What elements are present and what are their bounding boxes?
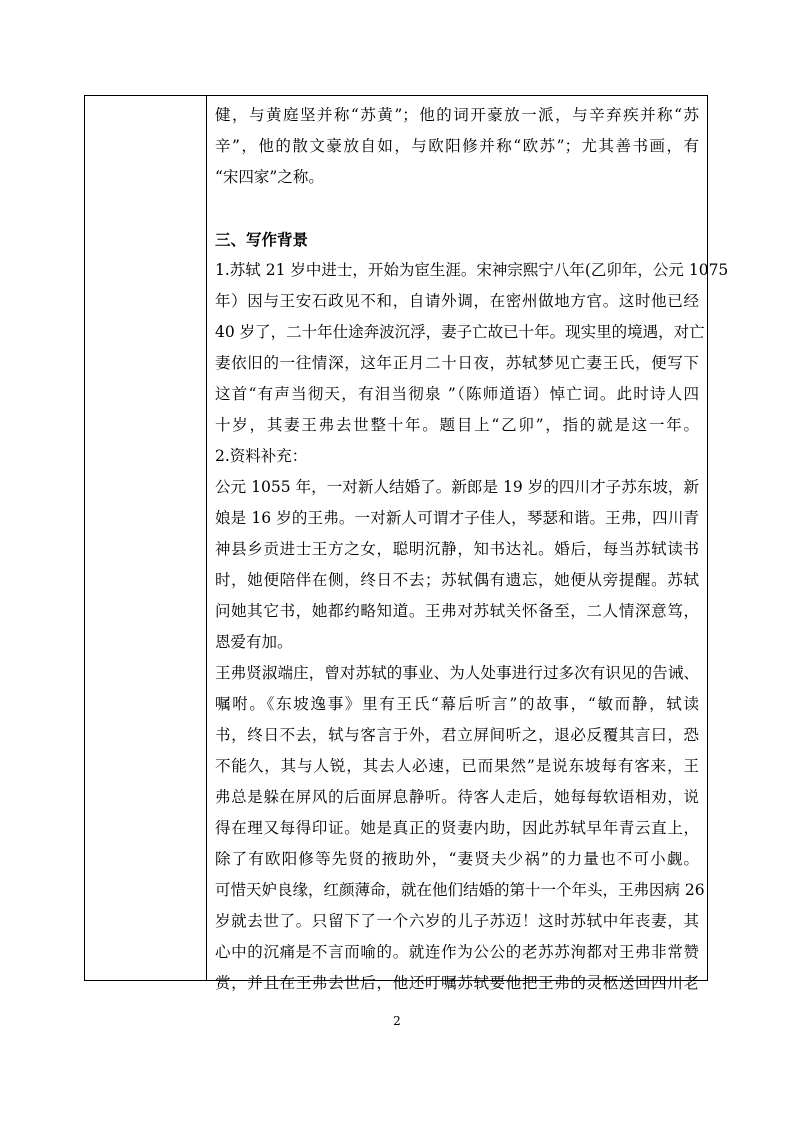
text-line: 时，她便陪伴在侧，终日不去；苏轼偶有遗忘，她便从旁提醒。苏轼 xyxy=(215,571,699,589)
text-line: 书，终日不去，轼与客言于外，君立屏间听之，退必反覆其言曰，恐 xyxy=(215,726,699,744)
text-line: “宋四家”之称。 xyxy=(215,168,324,186)
text-line: 王弗贤淑端庄，曾对苏轼的事业、为人处事进行过多次有识见的告诫、 xyxy=(215,664,699,682)
text-line: 1.苏轼 21 岁中进士，开始为宦生涯。宋神宗熙宁八年(乙卯年，公元 1075 xyxy=(215,261,729,279)
left-column-cell xyxy=(85,96,207,980)
text-line: 得在理又每得印证。她是真正的贤妻内助，因此苏轼早年青云直上， xyxy=(215,819,699,837)
text-cell xyxy=(215,100,729,999)
page-number: 2 xyxy=(393,1014,401,1028)
text-line: 不能久，其与人锐，其去人必速，已而果然”是说东坡每有客来，王 xyxy=(215,757,699,775)
text-line: 除了有欧阳修等先贤的掖助外，“妻贤夫少祸”的力量也不可小觑。 xyxy=(215,850,699,868)
text-line: 年）因与王安石政见不和，自请外调，在密州做地方官。这时他已经 xyxy=(215,292,699,310)
text-line: 问她其它书，她都约略知道。王弗对苏轼关怀备至，二人情深意笃， xyxy=(215,602,699,620)
text-line: 这首“有声当彻天，有泪当彻泉 ”（陈师道语）悼亡词。此时诗人四 xyxy=(215,385,699,403)
subsection-label: 2.资料补充： xyxy=(215,447,308,465)
section-heading: 三、写作背景 xyxy=(215,230,309,249)
text-line: 十岁，其妻王弗去世整十年。题目上“乙卯”，指的就是这一年。 xyxy=(215,416,699,434)
text-line: 40 岁了，二十年仕途奔波沉浮，妻子亡故已十年。现实里的境遇，对亡 xyxy=(215,323,705,341)
text-line: 嘱咐。《东坡逸事》里有王氏“幕后听言”的故事，“敏而静，轼读 xyxy=(215,695,699,713)
blank-line xyxy=(215,193,699,224)
text-line: 弗总是躲在屏风的后面屏息静听。待客人走后，她每每软语相劝，说 xyxy=(215,788,699,806)
text-line: 娘是 16 岁的王弗。一对新人可谓才子佳人，琴瑟和谐。王弗，四川青 xyxy=(215,509,699,527)
text-line: 妻依旧的一往情深，这年正月二十日夜，苏轼梦见亡妻王氏，便写下 xyxy=(215,354,699,372)
text-line: 神县乡贡进士王方之女，聪明沉静，知书达礼。婚后，每当苏轼读书 xyxy=(215,540,699,558)
text-line: 岁就去世了。只留下了一个六岁的儿子苏迈！这时苏轼中年丧妻，其 xyxy=(215,912,699,930)
text-line: 赏，并且在王弗去世后，他还叮嘱苏轼要他把王弗的灵柩送回四川老 xyxy=(215,974,699,992)
text-line: 健，与黄庭坚并称“苏黄”；他的词开豪放一派，与辛弃疾并称“苏 xyxy=(215,106,699,124)
text-line: 可惜天妒良缘，红颜薄命，就在他们结婚的第十一个年头，王弗因病 26 xyxy=(215,881,705,899)
text-line: 心中的沉痛是不言而喻的。就连作为公公的老苏苏洵都对王弗非常赞 xyxy=(215,943,699,961)
content-table xyxy=(84,95,729,992)
text-line: 辛”，他的散文豪放自如，与欧阳修并称“欧苏”；尤其善书画，有 xyxy=(215,137,699,155)
text-line: 恩爱有加。 xyxy=(215,633,293,651)
text-line: 公元 1055 年，一对新人结婚了。新郎是 19 岁的四川才子苏东坡，新 xyxy=(215,478,699,496)
